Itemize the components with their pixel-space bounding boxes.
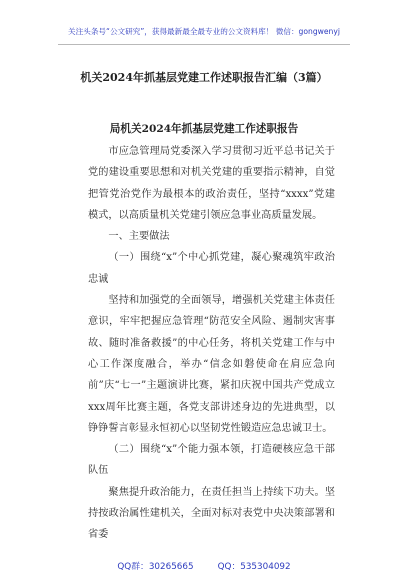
paragraph-intro: 市应急管理局党委深入学习贯彻习近平总书记关于党的建设重要思想和对机关党建的重要指示精神，自觉把管党治党作为最根本的政治责任，坚持“xxxx”党建模式，以高质量机关党建引领应急事业高质量发展。 — [88, 146, 335, 221]
header-divider — [58, 44, 350, 45]
heading-main-practices: 一、主要做法 — [108, 231, 170, 243]
document-title: 机关2024年抓基层党建工作述职报告汇编（3篇） — [80, 71, 328, 84]
subheading-two: （二）围绕“x”个能力强本领，打造硬核应急干部队伍 — [88, 444, 335, 477]
footer-contact — [0, 559, 408, 572]
section-title: 局机关2024年抓基层党建工作述职报告 — [109, 123, 299, 135]
subheading-one: （一）围绕“x”个中心抓党建，凝心聚魂筑牢政治忠诚 — [88, 252, 335, 285]
paragraph-two: 聚焦提升政治能力，在责任担当上持续下功夫。坚持按政治属性建机关，全面对标对表党中央决策部署和省委 — [88, 486, 335, 541]
footer-qq: QQ：535304092 — [217, 562, 291, 572]
document-body — [88, 141, 335, 546]
footer-qq-group: QQ群：30265665 — [117, 562, 194, 572]
paragraph-one: 坚持和加强党的全面领导，增强机关党建主体责任意识，牢牢把握应急管理“防范安全风险、遏制灾害事故、随时准备救援”的中心任务，将机关党建工作与中心工作深度融合，举办“信念如磐使命在肩应急向前”庆“七一”主题演讲比赛，紧扣庆祝中国共产党成立xxx周年比赛主题，各党支部讲述身边的先进典型，以铮铮誓言彰显永恒初心以坚韧党性锻造应急忠诚卫士。 — [88, 295, 335, 434]
header-promo-text: 关注头条号“公文研究”，获得最新最全最专业的公文资料库！ 微信：gongwenyj — [68, 27, 340, 36]
